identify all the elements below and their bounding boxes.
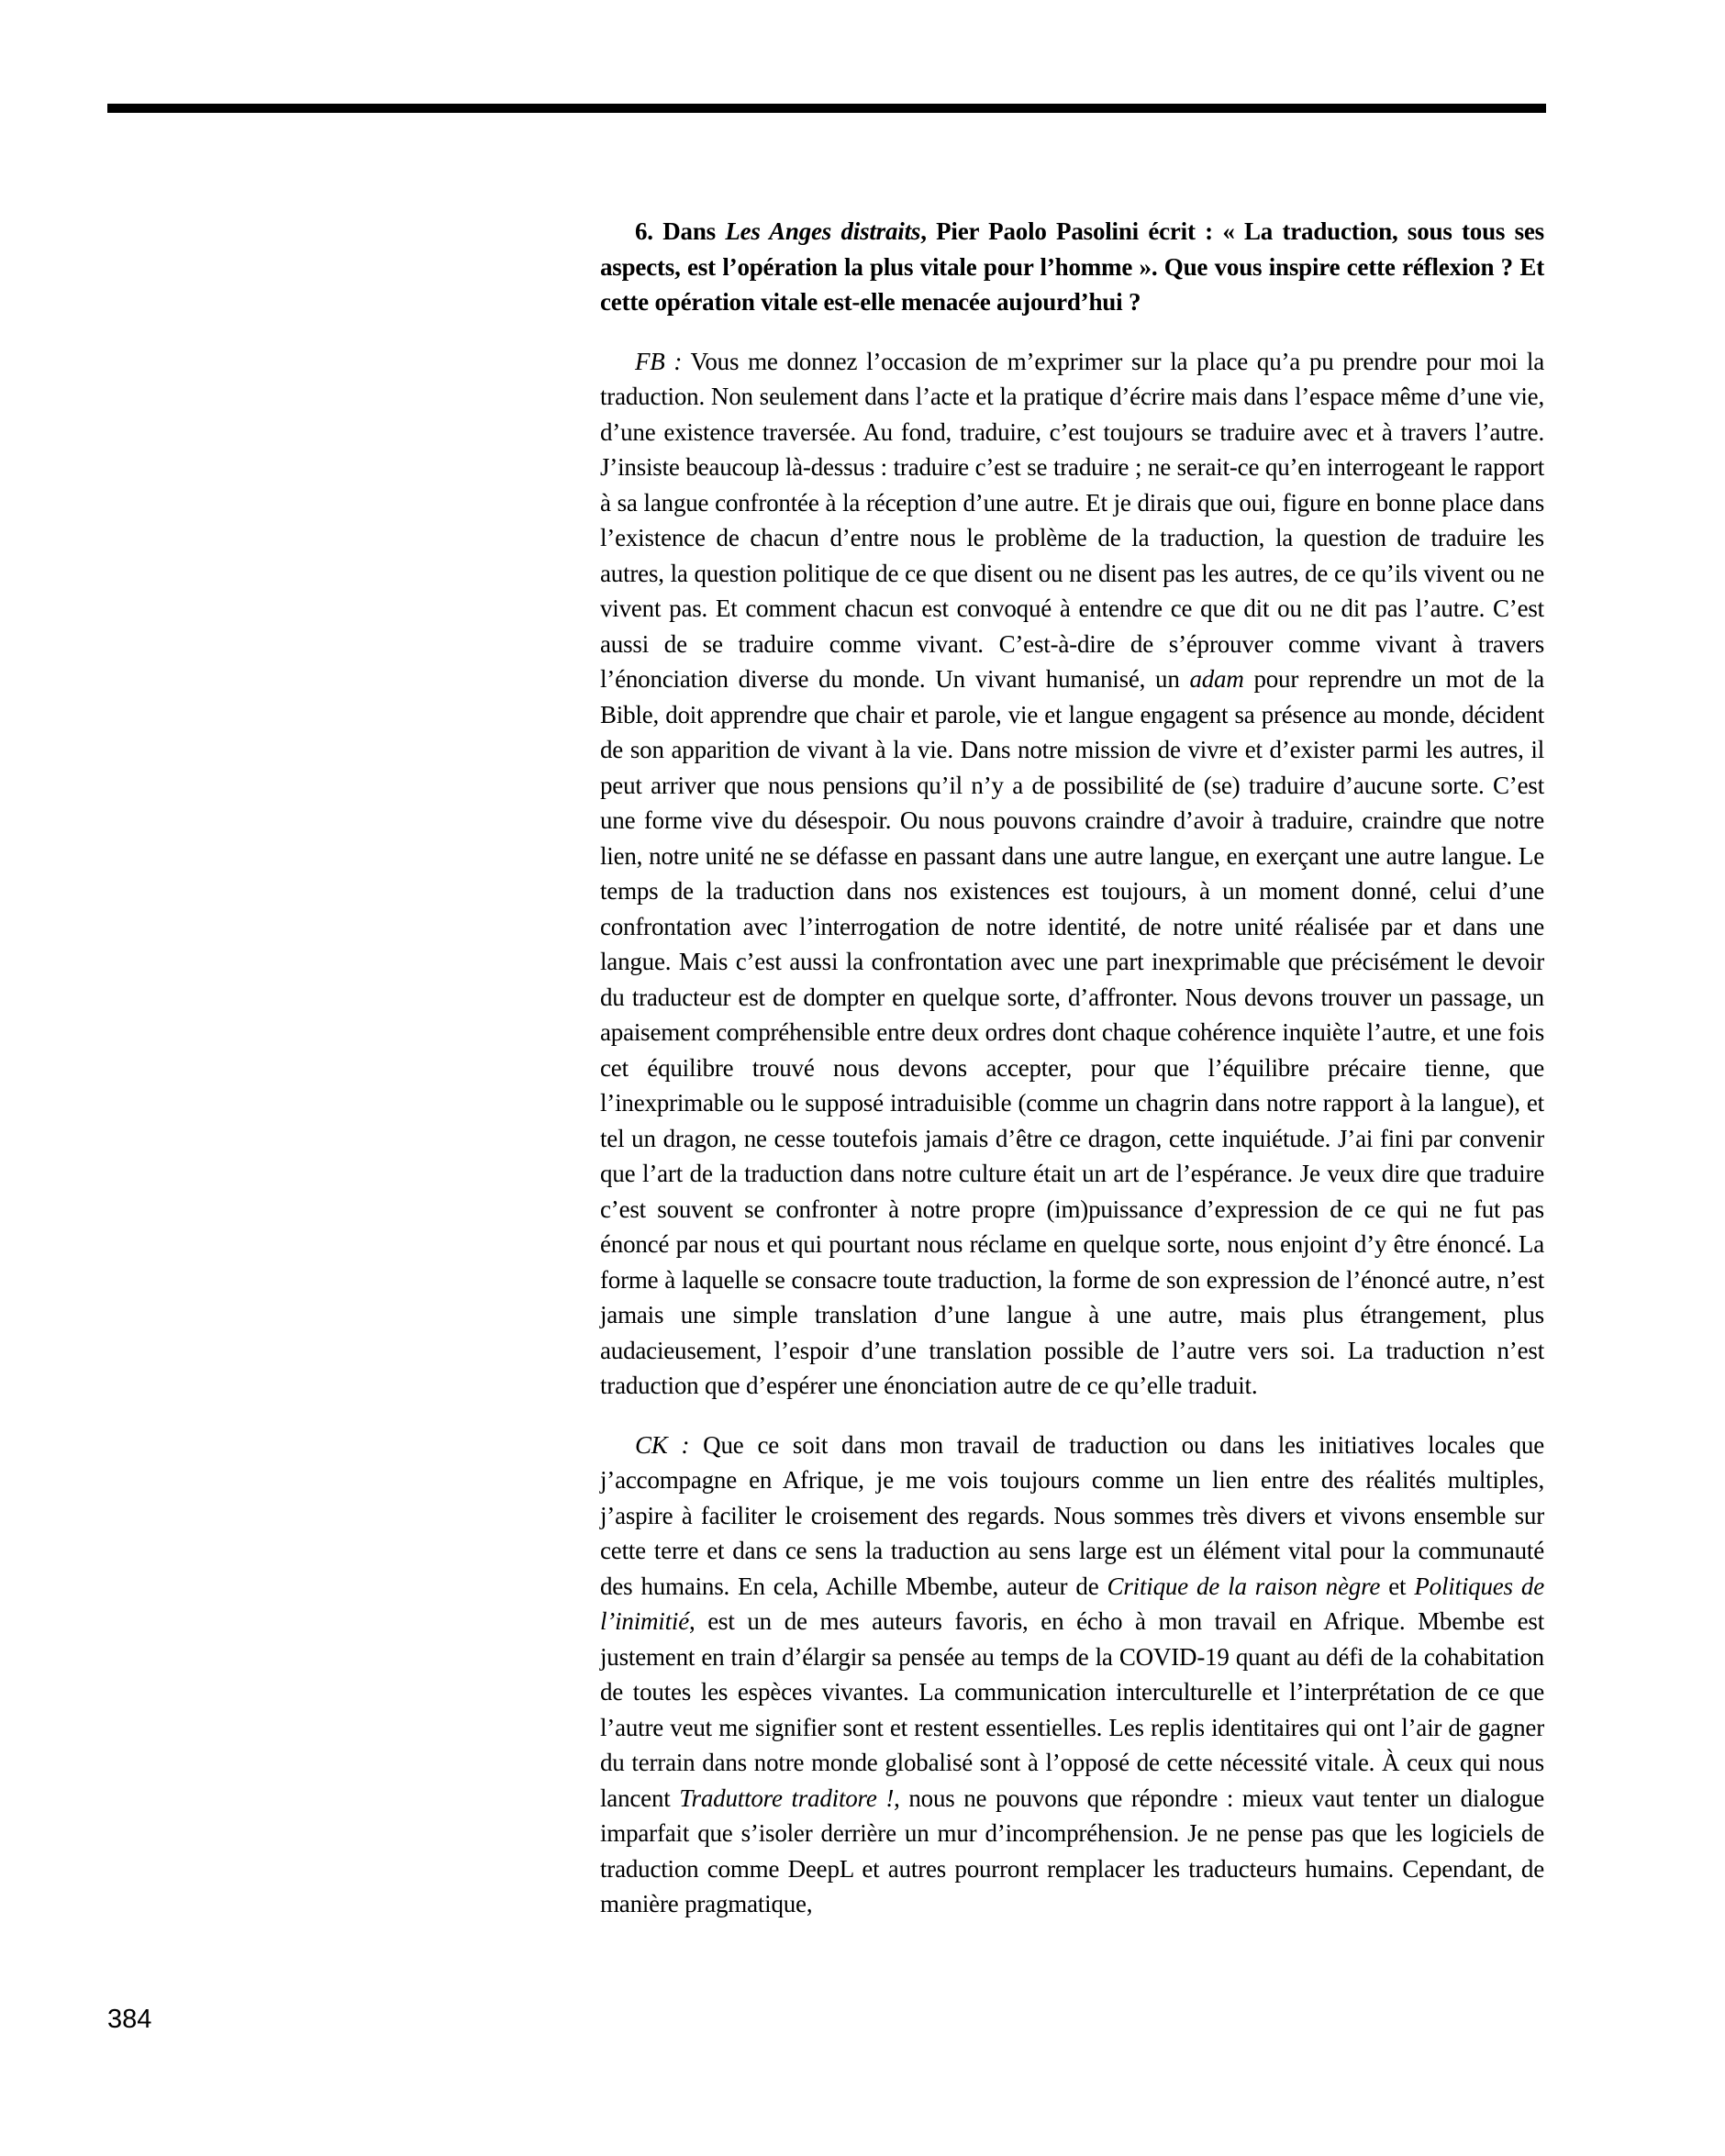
text-segment: pour reprendre un mot de la Bible, doit apprendre que chair et parole, vie et langue engagent sa présence au monde, décident de son apparition de vivant à la vie. Dans notre mission de vivre et d’exister parmi les autres, il peut arriver que nous pensions qu’il n’y a de possibilité de (se) traduire d’aucune sorte. C’est une forme vive du désespoir. Ou nous pouvons craindre d’avoir à traduire, craindre que notre lien, notre unité ne se défasse en passant dans une autre langue, en exerçant une autre langue. Le temps de la traduction dans nos existences est toujours, à un moment donné, celui d’une confrontation avec l’interrogation de notre identité, de notre unité réalisée par et dans une langue. Mais c’est aussi la confrontation avec une part inexprimable que précisément le devoir du traducteur est de dompter en quelque sorte, d’affronter. Nous devons trouver un passage, un apaisement compréhensible entre deux ordres dont chaque cohérence inquiète l’autre, et une fois cet équilibre trouvé nous devons accepter, pour que l’équilibre précaire tienne, que l’inexprimable ou le supposé intraduisible (comme un chagrin dans notre rapport à la langue), et tel un dragon, ne cesse toutefois jamais d’être ce dragon, cette inquiétude. J’ai fini par convenir que l’art de la traduction dans notre culture était un art de l’espérance. Je veux dire que traduire c’est souvent se confronter à notre propre (im)puissance d’expression de ce qui ne fut pas énoncé par nous et qui pourtant nous réclame en quelque sorte, nous enjoint d’y être énoncé. La forme à laquelle se consacre toute traduction, la forme de son expression de l’énoncé autre, n’est jamais une simple translation d’une langue à une autre, mais plus étrangement, plus audacieusement, l’espoir d’une translation possible de l’autre vers soi. La traduction n’est traduction que d’espérer une énonciation autre de ce qu’elle traduit. [600, 665, 1544, 1399]
header-rule [107, 104, 1546, 113]
text-segment: Les Anges distraits [725, 217, 921, 245]
text-column [600, 214, 1544, 1922]
answer-paragraph-fb [600, 344, 1544, 1404]
text-segment: Vous me donnez l’occasion de m’exprimer sur la place qu’a pu prendre pour moi la traduction. Non seulement dans l’acte et la pratique d’écrire mais dans l’espace même d’une vie, d’une existence traversée. Au fond, traduire, c’est toujours se traduire avec et à travers l’autre. J’insiste beaucoup là-dessus : traduire c’est se traduire ; ne serait-ce qu’en interrogeant le rapport à sa langue confrontée à la réception d’une autre. Et je dirais que oui, figure en bonne place dans l’existence de chacun d’entre nous le problème de la traduction, la question de traduire les autres, la question politique de ce que disent ou ne disent pas les autres, de ce qu’ils vivent ou ne vivent pas. Et comment chacun est convoqué à entendre ce que dit ou ne dit pas l’autre. C’est aussi de se traduire comme vivant. C’est-à-dire de s’éprouver comme vivant à travers l’énonciation diverse du monde. Un vivant humanisé, un [600, 347, 1544, 693]
text-segment: Politiques de l’inimitié [600, 1572, 1544, 1635]
text-segment: et [1380, 1572, 1415, 1600]
text-segment: Traduttore traditore ! [679, 1784, 895, 1812]
text-segment: adam [1189, 665, 1244, 693]
text-segment: Critique de la raison nègre [1107, 1572, 1381, 1600]
text-segment: , Pier Paolo Pasolini écrit : « La traduction, sous tous ses aspects, est l’opération la plus vitale pour l’homme ». Que vous inspire cette réflexion ? Et cette opération vitale est-elle menacée aujourd’hui ? [600, 217, 1544, 316]
text-segment: , est un de mes auteurs favoris, en écho à mon travail en Afrique. Mbembe est justement en train d’élargir sa pensée au temps de la COVID-19 quant au défi de la cohabitation de toutes les espèces vivantes. La communication interculturelle et l’interprétation de ce que l’autre veut me signifier sont et restent essentielles. Les replis identitaires qui ont l’air de gagner du terrain dans notre monde globalisé sont à l’opposé de cette nécessité vitale. À ceux qui nous lancent [600, 1607, 1544, 1812]
text-segment: CK : [635, 1430, 690, 1459]
text-segment: FB : [635, 347, 683, 375]
text-segment: , nous ne pouvons que répondre : mieux vaut tenter un dialogue imparfait que s’isoler derrière un mur d’incompréhension. Je ne pense pas que les logiciels de traduction comme DeepL et autres pourront remplacer les traducteurs humains. Cependant, de manière pragmatique, [600, 1784, 1544, 1917]
interview-question [600, 214, 1544, 320]
answer-paragraph-ck [600, 1428, 1544, 1922]
text-segment: 6. Dans [635, 217, 726, 245]
page-number: 384 [107, 2005, 152, 2034]
text-segment: Que ce soit dans mon travail de traduction ou dans les initiatives locales que j’accompagne en Afrique, je me vois toujours comme un lien entre des réalités multiples, j’aspire à faciliter le croisement des regards. Nous sommes très divers et vivons ensemble sur cette terre et dans ce sens la traduction au sens large est un élément vital pour la communauté des humains. En cela, Achille Mbembe, auteur de [600, 1430, 1544, 1600]
